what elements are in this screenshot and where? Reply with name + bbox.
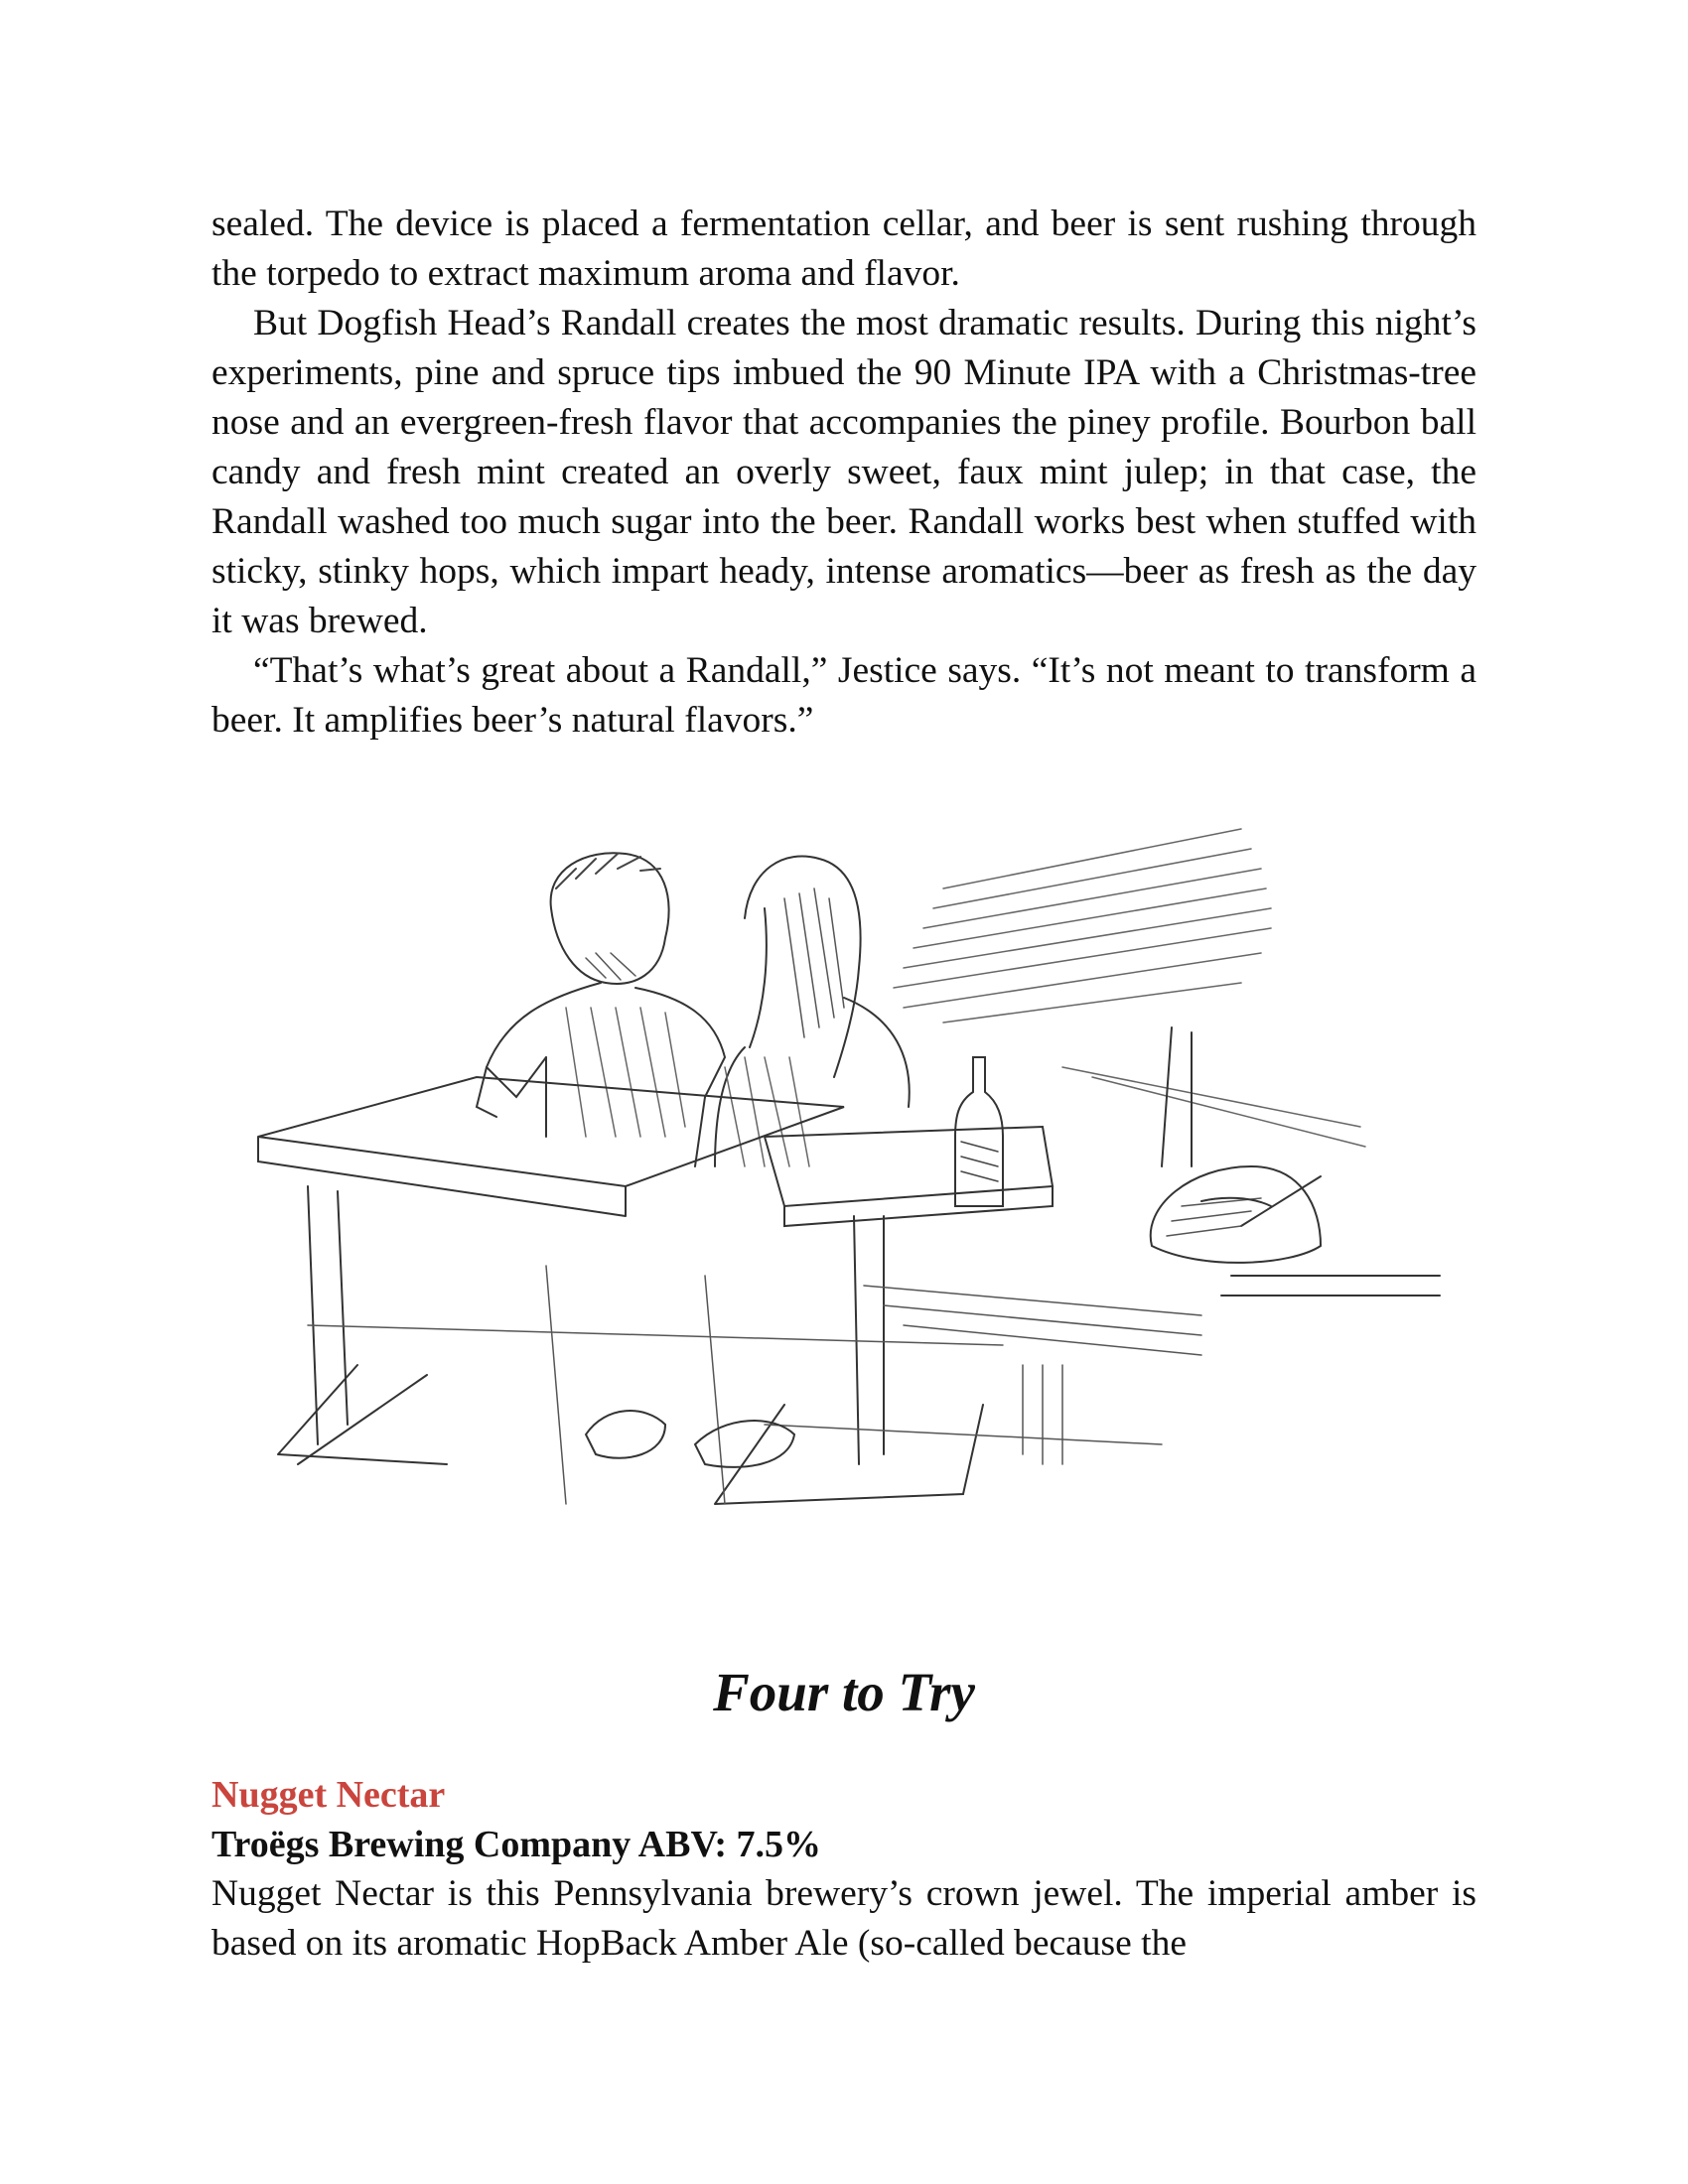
helmet-sketch bbox=[1151, 1166, 1321, 1263]
paragraph-2: But Dogfish Head’s Randall creates the most dramatic results. During this night’s experiments, pine and spruce tips imbued the 90 Minute IPA with a Christmas-tree nose and an evergreen-fresh flavor that accompanies the piney profile. Bourbon ball candy and fresh mint created an overly sweet, faux mint julep; in that case, the Randall washed too much sugar into the beer. Randall works best when stuffed with sticky, stinky hops, which impart heady, intense aromatics—beer as fresh as the day it was brewed. bbox=[211, 303, 1477, 641]
paragraph-1: sealed. The device is placed a fermentation cellar, and beer is sent rushing through the torpedo to extract maximum aroma and flavor. bbox=[211, 204, 1477, 294]
beer-description: Nugget Nectar is this Pennsylvania brewery’s crown jewel. The imperial amber is based on its aromatic HopBack Amber Ale (so-called because the bbox=[211, 1873, 1477, 1964]
beer-name: Nugget Nectar bbox=[211, 1774, 446, 1816]
section-title: Four to Try bbox=[713, 1662, 975, 1722]
pencil-sketch-illustration bbox=[248, 809, 1460, 1583]
feet-shoes bbox=[586, 1411, 794, 1467]
bench-and-stools bbox=[308, 1266, 1201, 1504]
man-figure bbox=[477, 853, 725, 1166]
paragraph-3: “That’s what’s great about a Randall,” Jestice says. “It’s not meant to transform a beer. It amplifies beer’s natural flavors.” bbox=[211, 650, 1477, 741]
beer-bottle bbox=[955, 1057, 1003, 1206]
bar-tables bbox=[258, 1077, 1053, 1504]
brewery-line: Troëgs Brewing Company ABV: 7.5% bbox=[211, 1824, 822, 1865]
woman-figure bbox=[715, 857, 910, 1167]
